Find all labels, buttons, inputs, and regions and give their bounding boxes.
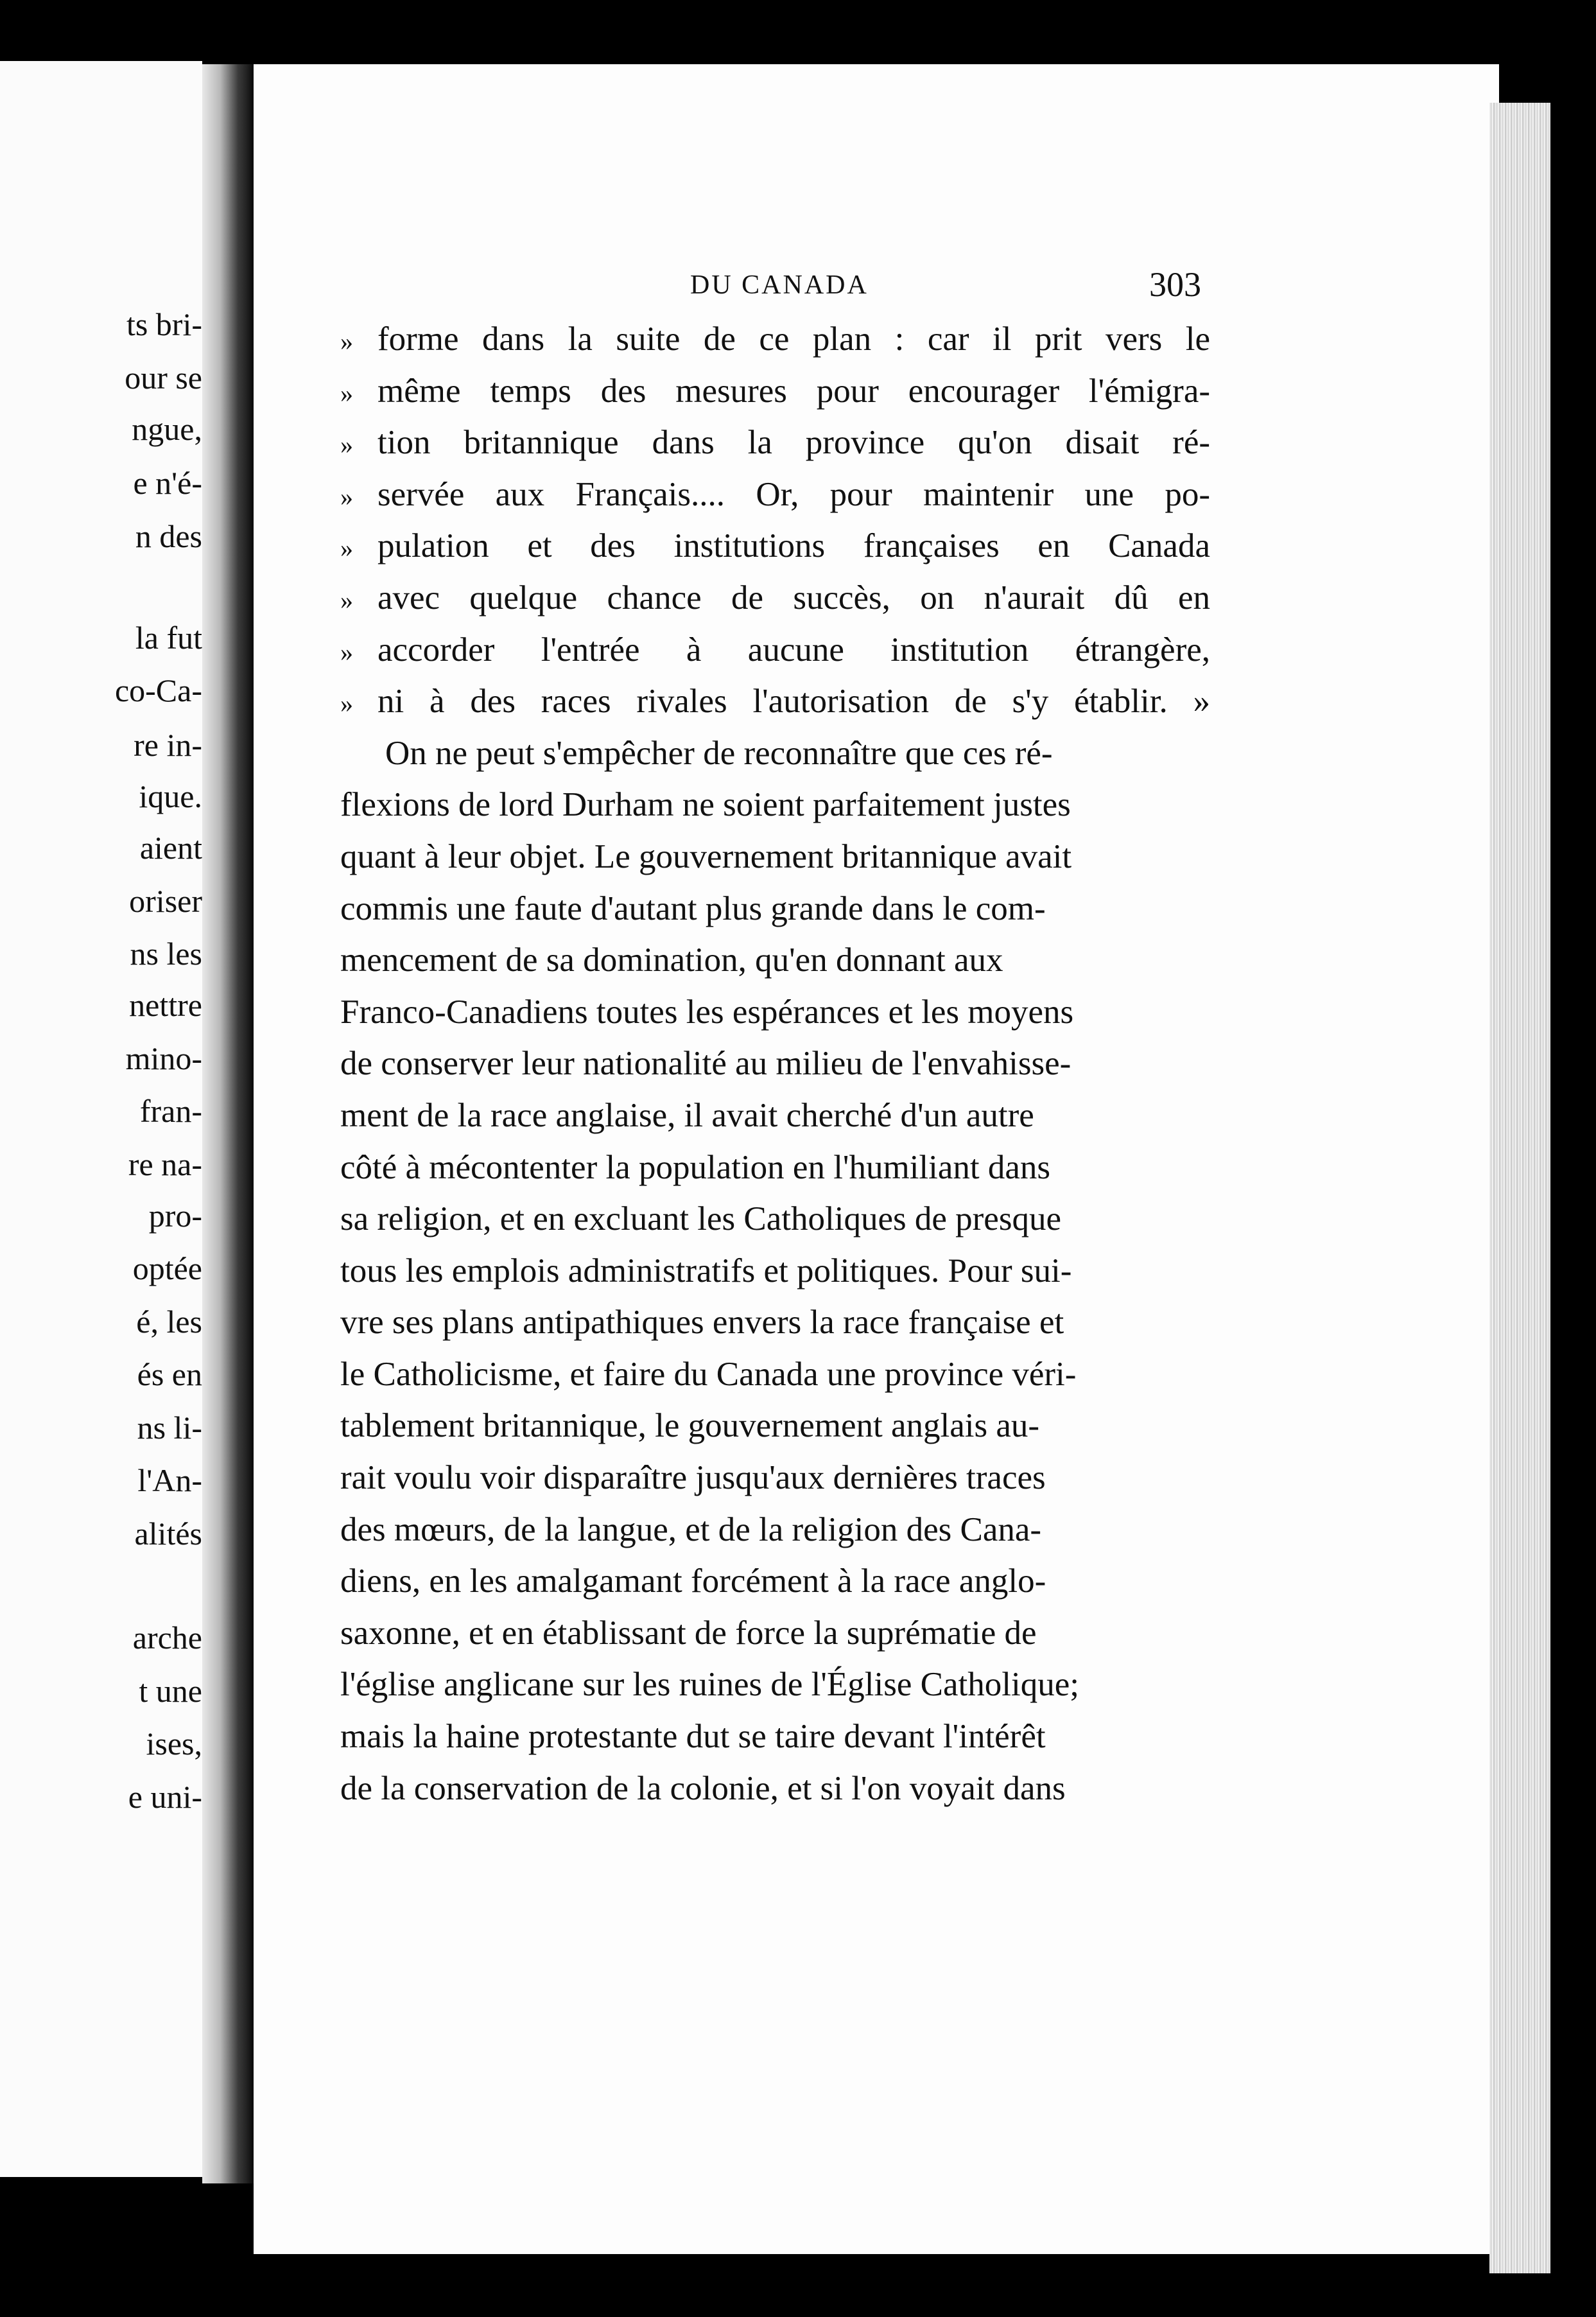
quote-mark: »	[340, 585, 353, 615]
facing-page-line: é, les	[136, 1304, 202, 1340]
facing-page-line: ns les	[130, 936, 202, 972]
paragraph-line: ment de la race anglaise, il avait cherché d'un autre	[340, 1096, 1034, 1134]
facing-page-fragment	[0, 61, 202, 2177]
quoted-line-text: forme dans la suite de ce plan : car il prit vers le	[377, 320, 1210, 358]
text-block	[340, 320, 1210, 1821]
quote-mark: »	[340, 689, 353, 719]
quoted-line	[340, 527, 1210, 579]
paragraph-line: tablement britannique, le gouvernement anglais au-	[340, 1407, 1040, 1445]
facing-page-line: n des	[135, 518, 202, 554]
quoted-line	[340, 320, 1210, 372]
paragraph-line: le Catholicisme, et faire du Canada une province véri-	[340, 1355, 1077, 1393]
paragraph-line: des mœurs, de la langue, et de la religion des Cana-	[340, 1510, 1042, 1548]
paragraph-line: de conserver leur nationalité au milieu de l'envahisse-	[340, 1045, 1071, 1083]
facing-page-line: re na-	[128, 1146, 202, 1182]
paragraph-line: vre ses plans antipathiques envers la race française et	[340, 1304, 1064, 1342]
page-number: 303	[1149, 265, 1201, 304]
facing-page-line: t une	[139, 1673, 202, 1709]
facing-page-line: alités	[134, 1516, 202, 1552]
book-gutter	[202, 64, 254, 2183]
quoted-line-text: servée aux Français.... Or, pour maintenir une po-	[377, 475, 1210, 513]
facing-page-line: oriser	[129, 883, 202, 919]
facing-page-line: ns li-	[137, 1410, 202, 1446]
paragraph-line: tous les emplois administratifs et politiques. Pour sui-	[340, 1252, 1072, 1290]
facing-page-line: ts bri-	[126, 306, 202, 342]
quoted-line	[340, 372, 1210, 424]
quote-mark: »	[340, 534, 353, 563]
paragraph-line: sa religion, et en excluant les Catholiques de presque	[340, 1200, 1061, 1238]
facing-page-line: ngue,	[132, 411, 202, 447]
quote-mark: »	[340, 430, 353, 460]
quote-mark: »	[340, 637, 353, 667]
quoted-line	[340, 682, 1210, 734]
quoted-line-text: même temps des mesures pour encourager l'émigra-	[377, 372, 1210, 410]
paragraph-line: saxonne, et en établissant de force la suprématie de	[340, 1614, 1037, 1652]
facing-page-line: e uni-	[128, 1779, 202, 1815]
quote-mark: »	[340, 327, 353, 356]
quoted-line	[340, 579, 1210, 631]
facing-page-line: nettre	[129, 987, 202, 1023]
paragraph-line: diens, en les amalgamant forcément à la race anglo-	[340, 1562, 1046, 1600]
quoted-line-text: ni à des races rivales l'autorisation de s'y établir. »	[377, 683, 1210, 721]
facing-page-line: aient	[139, 830, 202, 866]
facing-page-line: optée	[132, 1250, 202, 1286]
facing-page-line: co-Ca-	[114, 672, 202, 708]
paragraph-line: flexions de lord Durham ne soient parfaitement justes	[340, 786, 1071, 824]
quoted-line	[340, 423, 1210, 475]
facing-page-line: fran-	[139, 1093, 202, 1129]
facing-page-line: our se	[125, 360, 202, 396]
quoted-line-text: avec quelque chance de succès, on n'aurait dû en	[377, 579, 1210, 616]
facing-page-line: la fut	[135, 620, 202, 656]
quoted-line	[340, 631, 1210, 683]
paragraph-line: rait voulu voir disparaître jusqu'aux dernières traces	[340, 1459, 1046, 1497]
paragraph-line: Franco-Canadiens toutes les espérances et les moyens	[340, 993, 1074, 1031]
page-edges	[1489, 103, 1550, 2273]
paragraph-line: côté à mécontenter la population en l'humiliant dans	[340, 1148, 1051, 1186]
quote-mark: »	[340, 378, 353, 408]
quote-mark: »	[340, 482, 353, 511]
paragraph-line: commis une faute d'autant plus grande dans le com-	[340, 889, 1046, 927]
facing-page-line: l'An-	[137, 1462, 202, 1498]
paragraph-line: On ne peut s'empêcher de reconnaître que ces ré-	[385, 734, 1053, 772]
facing-page-line: re in-	[134, 727, 202, 763]
facing-page-line: ique.	[139, 778, 202, 814]
running-head: DU CANADA	[690, 270, 869, 300]
paragraph-line: l'église anglicane sur les ruines de l'Église Catholique;	[340, 1666, 1079, 1704]
facing-page-line: pro-	[148, 1198, 202, 1234]
paragraph-line: mencement de sa domination, qu'en donnant aux	[340, 941, 1003, 979]
facing-page-line: és en	[137, 1356, 202, 1392]
facing-page-line: e n'é-	[133, 465, 202, 501]
facing-page-line: ises,	[146, 1726, 202, 1762]
facing-page-line: mino-	[125, 1040, 202, 1076]
quoted-line-text: accorder l'entrée à aucune institution étrangère,	[377, 631, 1210, 669]
paragraph-line: quant à leur objet. Le gouvernement britannique avait	[340, 837, 1072, 875]
quoted-line-text: pulation et des institutions françaises en Canada	[377, 527, 1210, 565]
paragraph-line: mais la haine protestante dut se taire devant l'intérêt	[340, 1718, 1046, 1756]
quoted-line-text: tion britannique dans la province qu'on disait ré-	[377, 424, 1210, 462]
quoted-line	[340, 475, 1210, 527]
facing-page-line: arche	[132, 1620, 202, 1656]
paragraph-line: de la conservation de la colonie, et si l'on voyait dans	[340, 1769, 1066, 1807]
